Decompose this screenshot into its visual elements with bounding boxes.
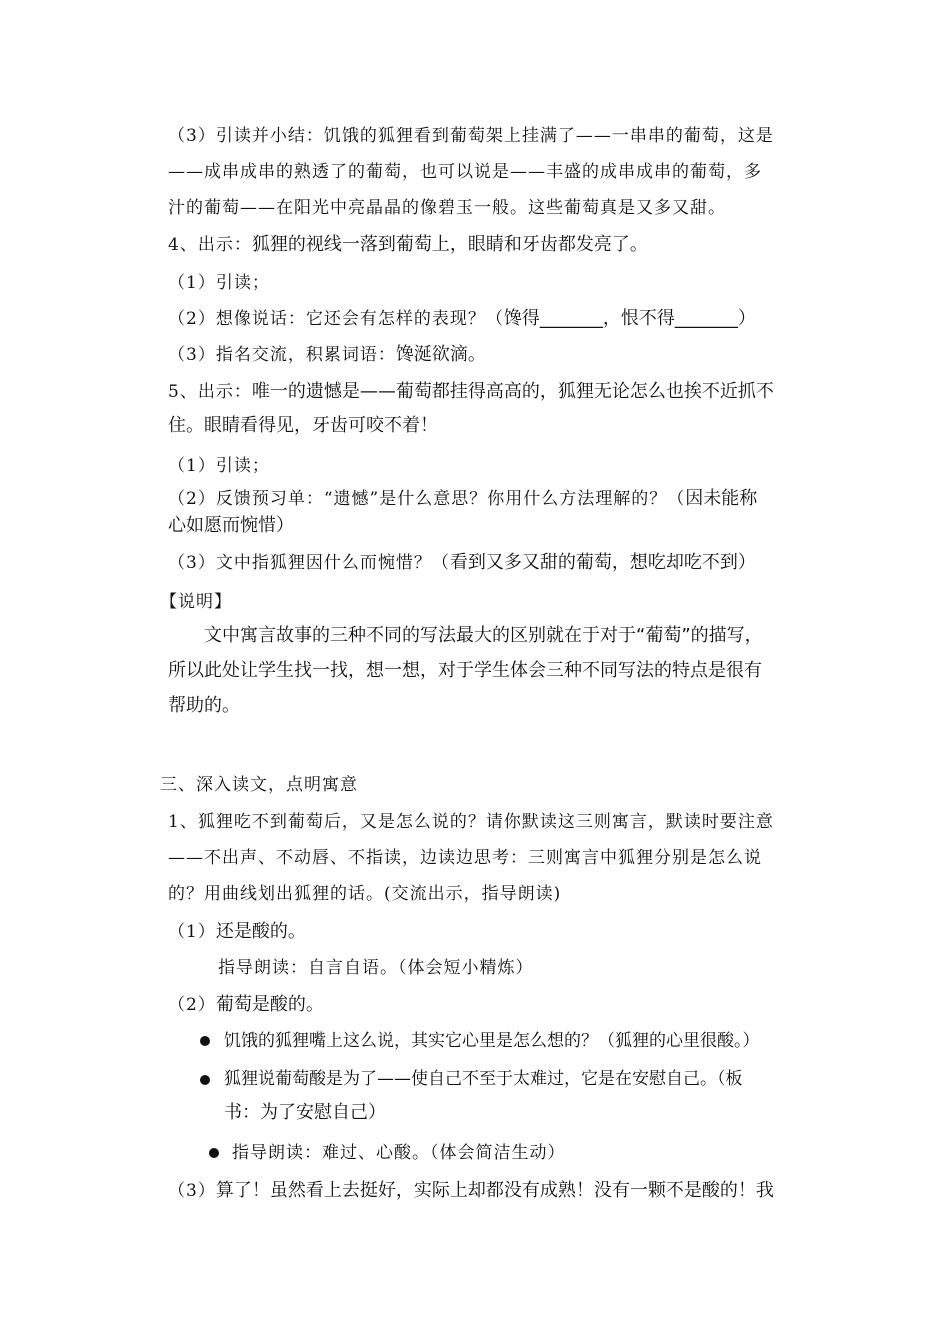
text-line	[168, 124, 774, 148]
text-line	[168, 343, 486, 367]
line-text: 汁的葡萄——在阳光中亮晶晶的像碧玉一般。这些葡萄真是又多又甜。	[168, 198, 726, 218]
line-text: 指导朗读：难过、心酸。（体会简洁生动）	[232, 1143, 566, 1163]
bullet-item	[232, 1141, 566, 1165]
text-line	[168, 846, 762, 870]
line-text: 帮助的。	[168, 695, 240, 716]
line-text: 文中寓言故事的三种不同的写法最大的区别就在于对于“葡萄”的描写，	[204, 625, 763, 646]
line-text: 葡萄是酸的。	[215, 994, 324, 1015]
bullet-item	[224, 1067, 743, 1091]
line-text: 指导朗读：自言自语。（体会短小精炼）	[218, 958, 534, 978]
text-line	[168, 380, 774, 404]
text-line	[168, 160, 762, 184]
line-text: （3）	[168, 1181, 216, 1201]
text-line	[168, 271, 270, 295]
text-line	[218, 956, 534, 980]
line-text: 心如愿而惋惜）	[168, 515, 294, 536]
line-text: 狐狸说葡萄酸是为了——使自己不至于太难过，它是在安慰自己。（板	[224, 1069, 743, 1089]
text-line	[168, 882, 561, 906]
text-line	[168, 307, 756, 331]
text-line	[168, 233, 648, 257]
line-text: 还是酸的。	[215, 921, 306, 942]
line-text: 1、狐狸吃不到葡萄后，又是怎么说的？请你默读这三则寓言，默读时要注意	[168, 812, 774, 832]
bullet-item	[224, 1029, 760, 1053]
text-line	[168, 1179, 774, 1203]
text-line	[168, 810, 774, 834]
text-line	[224, 1101, 386, 1125]
text-line	[168, 659, 762, 683]
line-text: （3）引读并小结：饥饿的狐狸看到葡萄架上挂满了——一串串的葡萄，这是	[168, 126, 774, 146]
section-heading	[160, 773, 358, 797]
bullet-icon	[200, 1036, 210, 1046]
line-text: 馋涎欲滴。	[395, 344, 486, 365]
text-line	[168, 694, 240, 718]
text-line	[168, 551, 756, 575]
line-text: 饥饿的狐狸嘴上这么说，其实它心里是怎么想的？（狐狸的心里很酸。）	[224, 1031, 760, 1051]
line-text: （3）指名交流，积累词语：	[168, 345, 396, 365]
text-line	[168, 454, 270, 478]
text-line	[168, 414, 438, 438]
line-text: 狐狸的视线一落到葡萄上，眼睛和牙齿都发亮了。	[251, 234, 648, 255]
text-line	[204, 624, 763, 648]
text-line	[168, 514, 294, 538]
text-line	[168, 920, 306, 944]
line-text: 4、出示：	[168, 235, 252, 255]
section-note-label	[160, 590, 232, 614]
line-text: 馋得_______，恨不得_______）	[503, 308, 756, 329]
line-text: （2）反馈预习单：“遗憾”是什么意思？你用什么方法理解的？（	[168, 489, 686, 509]
line-text: 住。眼睛看得见，牙齿可咬不着！	[168, 415, 438, 436]
line-text: 三、深入读文，点明寓意	[160, 775, 358, 795]
line-text: 算了！虽然看上去挺好，实际上却都没有成熟！没有一颗不是酸的！我	[215, 1180, 774, 1201]
text-line	[168, 196, 726, 220]
bullet-icon	[209, 1148, 219, 1158]
line-text: （3）文中指狐狸因什么而惋惜？（	[168, 553, 450, 573]
text-line	[168, 487, 757, 511]
line-text: 唯一的遗憾是——葡萄都挂得高高的，狐狸无论怎么也挨不近抓不	[251, 381, 774, 402]
bullet-icon	[200, 1075, 210, 1085]
text-line	[168, 993, 324, 1017]
line-text: 书：为了安慰自己）	[224, 1102, 386, 1123]
line-text: （1）引读；	[168, 273, 270, 293]
line-text: 因未能称	[685, 488, 758, 509]
line-text: 的？用曲线划出狐狸的话。(交流出示，指导朗读)	[168, 884, 562, 904]
line-text: （1）	[168, 922, 216, 942]
line-text: （2）	[168, 995, 216, 1015]
line-text: 所以此处让学生找一找，想一想，对于学生体会三种不同写法的特点是很有	[168, 660, 762, 681]
line-text: 5、出示：	[168, 382, 252, 402]
line-text: 【说明】	[160, 592, 232, 612]
line-text: （1）引读；	[168, 456, 270, 476]
line-text: ——不出声、不动唇、不指读，边读边思考：三则寓言中狐狸分别是怎么说	[168, 848, 762, 868]
line-text: 看到又多又甜的葡萄，想吃却吃不到）	[449, 552, 756, 573]
line-text: ——成串成串的熟透了的葡萄，也可以说是——丰盛的成串成串的葡萄，多	[168, 162, 762, 182]
line-text: （2）想像说话：它还会有怎样的表现？（	[168, 309, 504, 329]
